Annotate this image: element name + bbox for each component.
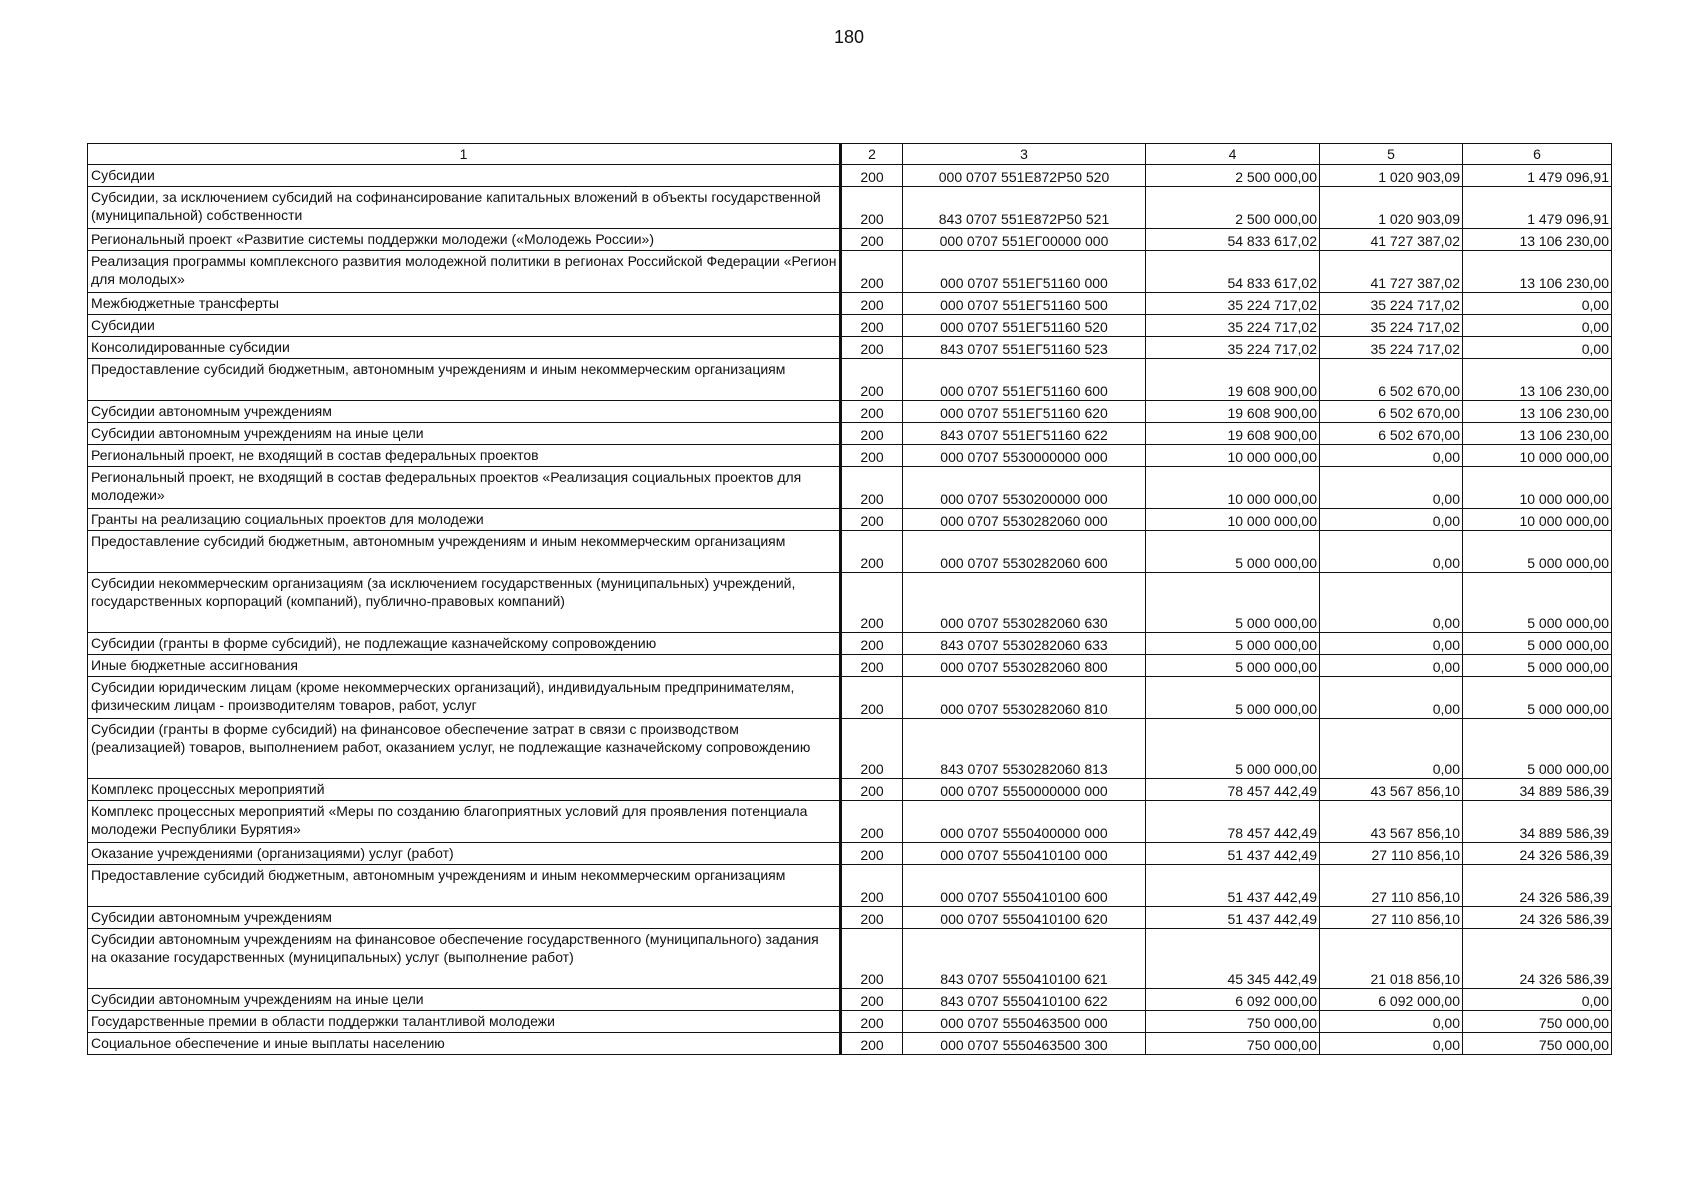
table-row <box>88 445 1612 467</box>
row-value-col4: 35 224 717,02 <box>1146 315 1320 337</box>
table-row <box>88 719 1612 779</box>
row-code: 200 <box>841 293 903 315</box>
column-header-1: 1 <box>88 144 841 165</box>
row-value-col6: 5 000 000,00 <box>1463 655 1612 677</box>
row-kbk-code: 000 0707 5550410100 620 <box>903 907 1146 929</box>
row-value-col6: 13 106 230,00 <box>1463 251 1612 293</box>
table-row <box>88 187 1612 229</box>
row-name: Иные бюджетные ассигнования <box>88 655 841 677</box>
row-value-col5: 0,00 <box>1320 1033 1463 1055</box>
table-row <box>88 865 1612 907</box>
row-value-col4: 78 457 442,49 <box>1146 779 1320 801</box>
row-code: 200 <box>841 315 903 337</box>
row-value-col4: 35 224 717,02 <box>1146 293 1320 315</box>
row-kbk-code: 000 0707 551ЕГ51160 000 <box>903 251 1146 293</box>
row-value-col5: 43 567 856,10 <box>1320 779 1463 801</box>
row-value-col6: 0,00 <box>1463 337 1612 359</box>
row-name: Субсидии автономным учреждениям <box>88 907 841 929</box>
row-value-col6: 24 326 586,39 <box>1463 865 1612 907</box>
row-kbk-code: 000 0707 5530282060 000 <box>903 509 1146 531</box>
table-row <box>88 509 1612 531</box>
row-name: Предоставление субсидий бюджетным, автономным учреждениям и иным некоммерческим организациям <box>88 865 841 907</box>
row-value-col5: 0,00 <box>1320 719 1463 779</box>
row-value-col5: 0,00 <box>1320 573 1463 633</box>
row-value-col4: 35 224 717,02 <box>1146 337 1320 359</box>
row-value-col5: 27 110 856,10 <box>1320 865 1463 907</box>
row-value-col6: 750 000,00 <box>1463 1033 1612 1055</box>
header-row <box>88 144 1612 165</box>
row-value-col4: 19 608 900,00 <box>1146 401 1320 423</box>
row-value-col4: 54 833 617,02 <box>1146 251 1320 293</box>
table-row <box>88 929 1612 989</box>
table-row <box>88 655 1612 677</box>
row-value-col5: 1 020 903,09 <box>1320 165 1463 187</box>
row-code: 200 <box>841 401 903 423</box>
row-value-col4: 51 437 442,49 <box>1146 843 1320 865</box>
row-value-col6: 0,00 <box>1463 315 1612 337</box>
table-row <box>88 633 1612 655</box>
row-value-col6: 0,00 <box>1463 989 1612 1011</box>
row-kbk-code: 843 0707 551ЕГ51160 523 <box>903 337 1146 359</box>
row-value-col6: 13 106 230,00 <box>1463 359 1612 401</box>
row-value-col5: 0,00 <box>1320 531 1463 573</box>
row-code: 200 <box>841 843 903 865</box>
row-kbk-code: 000 0707 5550410100 600 <box>903 865 1146 907</box>
row-value-col5: 1 020 903,09 <box>1320 187 1463 229</box>
row-code: 200 <box>841 719 903 779</box>
row-name: Субсидии автономным учреждениям <box>88 401 841 423</box>
table-row <box>88 251 1612 293</box>
row-name: Субсидии автономным учреждениям на финансовое обеспечение государственного (муниципального) задания на оказание государственных (муниципальных) услуг (выполнение работ) <box>88 929 841 989</box>
column-header-6: 6 <box>1463 144 1612 165</box>
column-header-3: 3 <box>903 144 1146 165</box>
row-name: Государственные премии в области поддержки талантливой молодежи <box>88 1011 841 1033</box>
table-row <box>88 843 1612 865</box>
row-kbk-code: 843 0707 5550410100 622 <box>903 989 1146 1011</box>
row-value-col6: 1 479 096,91 <box>1463 165 1612 187</box>
row-value-col6: 24 326 586,39 <box>1463 843 1612 865</box>
column-header-5: 5 <box>1320 144 1463 165</box>
row-name: Субсидии <box>88 315 841 337</box>
row-code: 200 <box>841 1033 903 1055</box>
row-value-col4: 45 345 442,49 <box>1146 929 1320 989</box>
row-kbk-code: 000 0707 5550000000 000 <box>903 779 1146 801</box>
row-kbk-code: 000 0707 5550400000 000 <box>903 801 1146 843</box>
row-value-col4: 2 500 000,00 <box>1146 165 1320 187</box>
row-code: 200 <box>841 779 903 801</box>
table-row <box>88 801 1612 843</box>
row-value-col4: 750 000,00 <box>1146 1011 1320 1033</box>
row-name: Субсидии (гранты в форме субсидий) на финансовое обеспечение затрат в связи с производством (реализацией) товаров, выполнением работ, оказанием услуг, не подлежащие казначейскому сопровождению <box>88 719 841 779</box>
row-value-col5: 6 092 000,00 <box>1320 989 1463 1011</box>
row-value-col6: 5 000 000,00 <box>1463 677 1612 719</box>
table-row <box>88 677 1612 719</box>
row-value-col5: 6 502 670,00 <box>1320 401 1463 423</box>
row-code: 200 <box>841 229 903 251</box>
row-value-col5: 35 224 717,02 <box>1320 337 1463 359</box>
row-name: Субсидии <box>88 165 841 187</box>
row-kbk-code: 000 0707 5550410100 000 <box>903 843 1146 865</box>
row-value-col6: 24 326 586,39 <box>1463 907 1612 929</box>
page-number: 180 <box>833 27 865 47</box>
row-kbk-code: 000 0707 551ЕГ51160 600 <box>903 359 1146 401</box>
row-value-col4: 10 000 000,00 <box>1146 467 1320 509</box>
row-value-col5: 0,00 <box>1320 467 1463 509</box>
row-value-col6: 13 106 230,00 <box>1463 229 1612 251</box>
row-code: 200 <box>841 337 903 359</box>
row-name: Реализация программы комплексного развития молодежной политики в регионах Российской Федерации «Регион для молодых» <box>88 251 841 293</box>
row-value-col6: 10 000 000,00 <box>1463 509 1612 531</box>
row-value-col6: 10 000 000,00 <box>1463 467 1612 509</box>
table-row <box>88 337 1612 359</box>
row-name: Региональный проект, не входящий в состав федеральных проектов «Реализация социальных проектов для молодежи» <box>88 467 841 509</box>
table-row <box>88 907 1612 929</box>
row-kbk-code: 000 0707 551ЕГ51160 500 <box>903 293 1146 315</box>
row-value-col6: 5 000 000,00 <box>1463 633 1612 655</box>
table-row <box>88 165 1612 187</box>
row-value-col6: 5 000 000,00 <box>1463 531 1612 573</box>
table-row <box>88 573 1612 633</box>
row-value-col6: 0,00 <box>1463 293 1612 315</box>
row-name: Комплекс процессных мероприятий «Меры по созданию благоприятных условий для проявления потенциала молодежи Республики Бурятия» <box>88 801 841 843</box>
row-kbk-code: 000 0707 5550463500 000 <box>903 1011 1146 1033</box>
row-value-col6: 750 000,00 <box>1463 1011 1612 1033</box>
row-code: 200 <box>841 423 903 445</box>
table-row <box>88 293 1612 315</box>
row-value-col5: 21 018 856,10 <box>1320 929 1463 989</box>
column-header-4: 4 <box>1146 144 1320 165</box>
row-value-col6: 34 889 586,39 <box>1463 779 1612 801</box>
table-header <box>88 144 1612 165</box>
column-header-2: 2 <box>841 144 903 165</box>
row-value-col5: 0,00 <box>1320 509 1463 531</box>
row-value-col4: 19 608 900,00 <box>1146 359 1320 401</box>
row-kbk-code: 000 0707 551ЕГ51160 520 <box>903 315 1146 337</box>
row-name: Консолидированные субсидии <box>88 337 841 359</box>
table-body <box>88 165 1612 1055</box>
row-kbk-code: 000 0707 5530282060 810 <box>903 677 1146 719</box>
row-kbk-code: 000 0707 551Е872Р50 520 <box>903 165 1146 187</box>
table-row <box>88 1011 1612 1033</box>
row-value-col5: 35 224 717,02 <box>1320 293 1463 315</box>
row-value-col4: 5 000 000,00 <box>1146 633 1320 655</box>
table-row <box>88 229 1612 251</box>
row-code: 200 <box>841 165 903 187</box>
row-name: Предоставление субсидий бюджетным, автономным учреждениям и иным некоммерческим организациям <box>88 359 841 401</box>
row-kbk-code: 000 0707 551ЕГ00000 000 <box>903 229 1146 251</box>
row-code: 200 <box>841 907 903 929</box>
row-value-col6: 34 889 586,39 <box>1463 801 1612 843</box>
row-code: 200 <box>841 531 903 573</box>
row-value-col6: 1 479 096,91 <box>1463 187 1612 229</box>
row-value-col5: 0,00 <box>1320 677 1463 719</box>
table-row <box>88 423 1612 445</box>
row-name: Субсидии некоммерческим организациям (за исключением государственных (муниципальных) учреждений, государственных корпораций (компаний), публично-правовых компаний) <box>88 573 841 633</box>
row-name: Субсидии автономным учреждениям на иные цели <box>88 423 841 445</box>
row-code: 200 <box>841 359 903 401</box>
row-code: 200 <box>841 655 903 677</box>
row-name: Субсидии (гранты в форме субсидий), не подлежащие казначейскому сопровождению <box>88 633 841 655</box>
table-row <box>88 401 1612 423</box>
row-name: Межбюджетные трансферты <box>88 293 841 315</box>
row-code: 200 <box>841 865 903 907</box>
row-kbk-code: 843 0707 5530282060 813 <box>903 719 1146 779</box>
row-kbk-code: 000 0707 5530282060 630 <box>903 573 1146 633</box>
row-value-col4: 19 608 900,00 <box>1146 423 1320 445</box>
row-code: 200 <box>841 251 903 293</box>
row-code: 200 <box>841 801 903 843</box>
row-value-col6: 5 000 000,00 <box>1463 719 1612 779</box>
row-value-col4: 6 092 000,00 <box>1146 989 1320 1011</box>
row-value-col4: 54 833 617,02 <box>1146 229 1320 251</box>
row-value-col4: 2 500 000,00 <box>1146 187 1320 229</box>
row-value-col5: 6 502 670,00 <box>1320 359 1463 401</box>
row-value-col5: 6 502 670,00 <box>1320 423 1463 445</box>
row-code: 200 <box>841 467 903 509</box>
row-name: Комплекс процессных мероприятий <box>88 779 841 801</box>
row-value-col4: 5 000 000,00 <box>1146 531 1320 573</box>
row-value-col5: 0,00 <box>1320 445 1463 467</box>
row-value-col6: 5 000 000,00 <box>1463 573 1612 633</box>
row-name: Региональный проект «Развитие системы поддержки молодежи («Молодежь России») <box>88 229 841 251</box>
row-kbk-code: 000 0707 551ЕГ51160 620 <box>903 401 1146 423</box>
row-kbk-code: 000 0707 5550463500 300 <box>903 1033 1146 1055</box>
row-code: 200 <box>841 1011 903 1033</box>
row-name: Предоставление субсидий бюджетным, автономным учреждениям и иным некоммерческим организациям <box>88 531 841 573</box>
row-kbk-code: 000 0707 5530282060 600 <box>903 531 1146 573</box>
row-name: Гранты на реализацию социальных проектов для молодежи <box>88 509 841 531</box>
row-name: Региональный проект, не входящий в состав федеральных проектов <box>88 445 841 467</box>
row-code: 200 <box>841 573 903 633</box>
row-value-col6: 10 000 000,00 <box>1463 445 1612 467</box>
row-name: Субсидии, за исключением субсидий на софинансирование капитальных вложений в объекты государственной (муниципальной) собственности <box>88 187 841 229</box>
budget-table <box>87 143 1612 1055</box>
row-value-col4: 10 000 000,00 <box>1146 445 1320 467</box>
row-name: Оказание учреждениями (организациями) услуг (работ) <box>88 843 841 865</box>
row-value-col5: 0,00 <box>1320 655 1463 677</box>
row-value-col4: 750 000,00 <box>1146 1033 1320 1055</box>
row-code: 200 <box>841 989 903 1011</box>
row-code: 200 <box>841 445 903 467</box>
row-value-col5: 41 727 387,02 <box>1320 251 1463 293</box>
table-row <box>88 467 1612 509</box>
row-value-col6: 13 106 230,00 <box>1463 423 1612 445</box>
row-code: 200 <box>841 509 903 531</box>
row-value-col4: 78 457 442,49 <box>1146 801 1320 843</box>
row-code: 200 <box>841 187 903 229</box>
table-row <box>88 531 1612 573</box>
row-value-col4: 5 000 000,00 <box>1146 655 1320 677</box>
row-value-col5: 43 567 856,10 <box>1320 801 1463 843</box>
row-value-col5: 41 727 387,02 <box>1320 229 1463 251</box>
row-code: 200 <box>841 929 903 989</box>
row-value-col4: 5 000 000,00 <box>1146 719 1320 779</box>
row-code: 200 <box>841 677 903 719</box>
row-value-col5: 35 224 717,02 <box>1320 315 1463 337</box>
row-kbk-code: 000 0707 5530200000 000 <box>903 467 1146 509</box>
table-row <box>88 1033 1612 1055</box>
row-kbk-code: 843 0707 551Е872Р50 521 <box>903 187 1146 229</box>
row-value-col5: 27 110 856,10 <box>1320 907 1463 929</box>
row-value-col5: 0,00 <box>1320 1011 1463 1033</box>
row-kbk-code: 843 0707 5550410100 621 <box>903 929 1146 989</box>
table-row <box>88 779 1612 801</box>
row-kbk-code: 843 0707 551ЕГ51160 622 <box>903 423 1146 445</box>
row-value-col4: 5 000 000,00 <box>1146 573 1320 633</box>
row-value-col4: 51 437 442,49 <box>1146 865 1320 907</box>
row-name: Субсидии автономным учреждениям на иные цели <box>88 989 841 1011</box>
row-kbk-code: 843 0707 5530282060 633 <box>903 633 1146 655</box>
row-kbk-code: 000 0707 5530000000 000 <box>903 445 1146 467</box>
row-value-col4: 10 000 000,00 <box>1146 509 1320 531</box>
row-kbk-code: 000 0707 5530282060 800 <box>903 655 1146 677</box>
row-value-col5: 0,00 <box>1320 633 1463 655</box>
table-row <box>88 359 1612 401</box>
row-value-col4: 51 437 442,49 <box>1146 907 1320 929</box>
table-row <box>88 989 1612 1011</box>
row-value-col5: 27 110 856,10 <box>1320 843 1463 865</box>
row-value-col6: 13 106 230,00 <box>1463 401 1612 423</box>
row-name: Социальное обеспечение и иные выплаты населению <box>88 1033 841 1055</box>
row-code: 200 <box>841 633 903 655</box>
table-row <box>88 315 1612 337</box>
row-name: Субсидии юридическим лицам (кроме некоммерческих организаций), индивидуальным предпринимателям, физическим лицам - производителям товаров, работ, услуг <box>88 677 841 719</box>
row-value-col4: 5 000 000,00 <box>1146 677 1320 719</box>
row-value-col6: 24 326 586,39 <box>1463 929 1612 989</box>
